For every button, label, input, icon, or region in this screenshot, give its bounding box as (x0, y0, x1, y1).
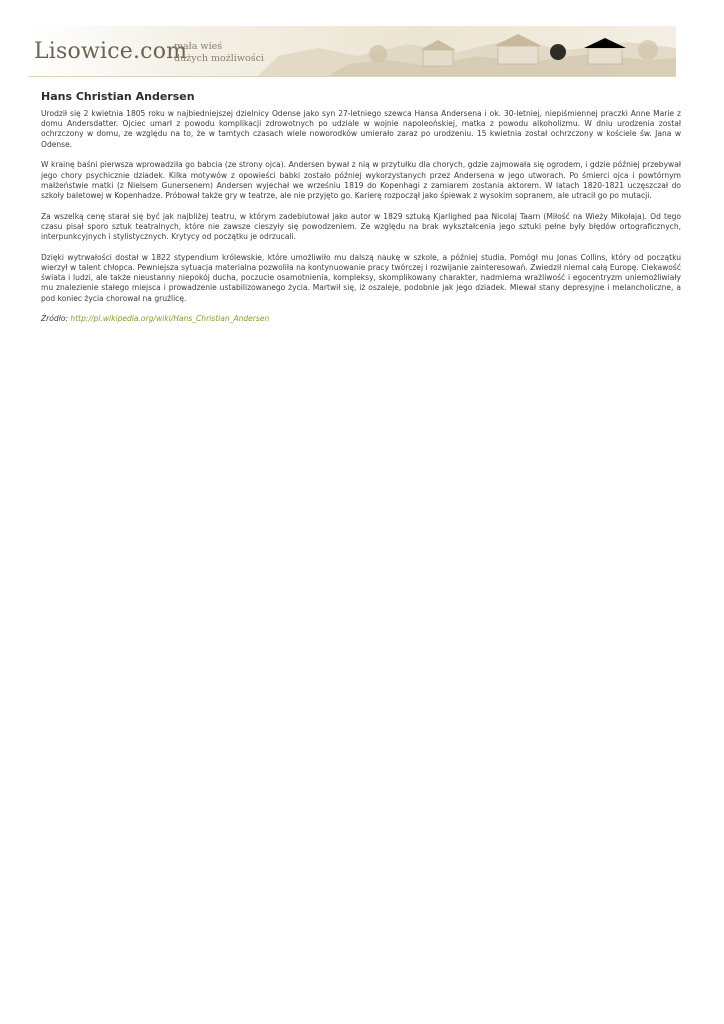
article-source (41, 314, 681, 324)
site-tagline (174, 41, 264, 65)
site-logo[interactable]: Lisowice.com (34, 39, 188, 64)
tagline-line-2: dużych możliwości (174, 53, 264, 64)
source-link[interactable]: http://pl.wikipedia.org/wiki/Hans_Christian_Andersen (70, 314, 270, 324)
source-label: Źródło: (41, 314, 69, 324)
article-paragraph: Dzięki wytrwałości dostał w 1822 stypendium królewskie, które umożliwiło mu dalszą naukę w szkole, a później studia. Pomógł mu Jonas Collins, który od początku wierzył w talent chłopca. Pewniejsza sytuacja materialna pozwoliła na kontynuowanie pracy twórczej i rozwijanie zainteresowań. Zwiedził niemal całą Europę. Ciekawość świata i ludzi, ale także nieustanny niepokój ducha, poczucie osamotnienia, kompleksy, skomplikowany charakter, nadmierna wrażliwość i egocentryzm uniemożliwiały mu znalezienie stałego miejsca i prowadzenie ustabilizowanego życia. Martwił się, iż oszaleje, podobnie jak jego dziadek. Miewał stany depresyjne i melancholiczne, a pod koniec życia chorował na gruźlicę. (41, 252, 681, 303)
article-paragraph: Za wszelką cenę starał się być jak najbliżej teatru, w którym zadebiutował jako autor w 1829 sztuką Kjarlighed paa Nicolaj Taarn (Miłość na Wieży Mikołaja). Od tego czasu pisał sporo sztuk teatralnych, które nie zawsze cieszyły się powodzeniem. Ze względu na brak wykształcenia jego sztuki pełne były błędów ortograficznych, interpunkcyjnych i stylistycznych. Krytycy od początku je odrzucali. (41, 211, 681, 242)
article (41, 90, 681, 324)
site-header (28, 26, 676, 77)
article-paragraph: Urodził się 2 kwietnia 1805 roku w najbiedniejszej dzielnicy Odense jako syn 27-letniego szewca Hansa Andersena i ok. 30-letniej, niepiśmiennej praczki Anne Marie z domu Andersdatter. Ojciec umarł z powodu komplikacji zdrowotnych po udziale w wojnie napoleońskiej, matka z powodu alkoholizmu. W dniu urodzenia został ochrzczony w domu, ze względu na to, że w tamtych czasach wiele noworodków umierało zaraz po urodzeniu. 15 kwietnia został ochrzczony w kościele św. Jana w Odense. (41, 109, 681, 149)
tagline-line-1: mała wieś (174, 41, 223, 52)
article-paragraph: W krainę baśni pierwsza wprowadziła go babcia (ze strony ojca). Andersen bywał z nią w przytułku dla chorych, gdzie zajmowała się ogrodem, i gdzie później przebywał jego chory psychicznie dziadek. Kilka motywów z opowieści babki zostało później wykorzystanych przez Andersena w jego utworach. Po śmierci ojca i powtórnym małżeństwie matki (z Nielsem Gunersenem) Andersen wyjechał we wrześniu 1819 do Kopenhagi z zamiarem zostania aktorem. W latach 1820-1821 uczęszczał do szkoły baletowej w Kopenhadze. Próbował także gry w teatrze, ale nie przyjęto go. Karierę rozpoczął jako śpiewak z wysokim sopranem, ale utracił go po mutacji. (41, 160, 681, 200)
article-title: Hans Christian Andersen (41, 90, 195, 103)
